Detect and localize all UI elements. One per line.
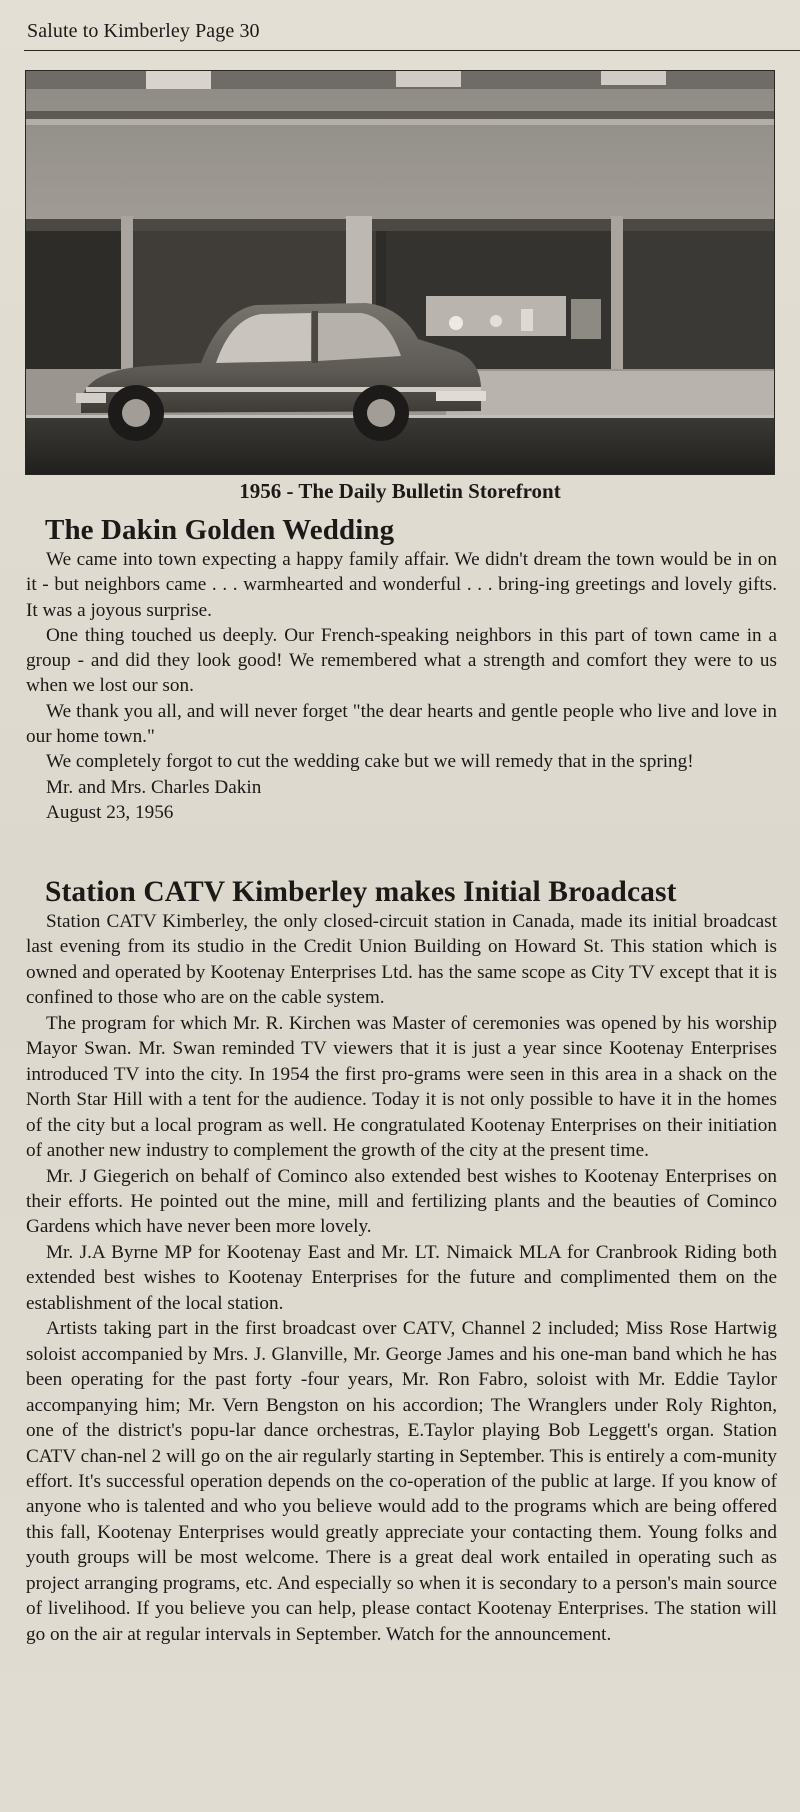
photo-caption: 1956 - The Daily Bulletin Storefront bbox=[239, 479, 561, 503]
article-headline: Station CATV Kimberley makes Initial Broadcast bbox=[45, 876, 677, 908]
article-paragraph: We thank you all, and will never forget "the dear hearts and gentle people who live and love in our home town." bbox=[26, 700, 777, 748]
article-dakin-golden-wedding bbox=[26, 513, 777, 825]
article-paragraph: Mr. J.A Byrne MP for Kootenay East and Mr. LT. Nimaick MLA for Cranbrook Riding both extended best wishes to Kootenay Enterprises for the future and complimented them on the establishment of the local station. bbox=[26, 1241, 777, 1314]
signature-name: Mr. and Mrs. Charles Dakin bbox=[46, 776, 262, 798]
article-paragraph: The program for which Mr. R. Kirchen was Master of ceremonies was opened by his worship Mayor Swan. Mr. Swan reminded TV viewers that it is just a year since Kootenay Enterprises introduced TV into the city. In 1954 the first pro-grams were seen in this area in a shack on the North Star Hill with a tent for the audience. Today it is not only possible to have it in the homes of the city but a local program as well. He congratulated Kootenay Enterprises on their initiation of another new industry to complement the growth of the city at the present time. bbox=[26, 1012, 777, 1162]
article-catv-broadcast bbox=[26, 875, 777, 1647]
article-paragraph: One thing touched us deeply. Our French-speaking neighbors in this part of town came in a group - and did they look good! We remembered what a strength and comfort they were to us when we lost our son. bbox=[26, 624, 777, 697]
header-rule bbox=[24, 50, 800, 51]
page-header: Salute to Kimberley Page 30 bbox=[27, 20, 260, 42]
article-paragraph: Station CATV Kimberley, the only closed-circuit station in Canada, made its initial broadcast last evening from its studio in the Credit Union Building on Howard St. This station which is owned and operated by Kootenay Enterprises Ltd. has the same scope as City TV except that it is confined to those who are on the cable system. bbox=[26, 911, 777, 1009]
article-paragraph: We came into town expecting a happy family affair. We didn't dream the town would be in on it - but neighbors came . . . warmhearted and wonderful . . . bring-ing greetings and lovely gifts. It was a joyous surprise. bbox=[26, 549, 777, 621]
article-headline: The Dakin Golden Wedding bbox=[45, 514, 395, 546]
article-paragraph: Artists taking part in the first broadcast over CATV, Channel 2 included; Miss Rose Hartwig soloist accompanied by Mrs. J. Glanville, Mr. George James and his one-man band which he has been operating for the past forty -four years, Mr. Ron Fabro, soloist with Mr. Eddie Taylor accompanying him; Mr. Vern Bengston on his accordion; The Wranglers under Roly Righton, one of the district's popu-lar dance orchestras, E.Taylor playing Bob Leggett's organ. Station CATV chan-nel 2 will go on the air regularly starting in September. This is entirely a com-munity effort. It's successful operation depends on the co-operation of the public at large. If you know of anyone who is talented and who you believe would add to the programs which are being offered this fall, Kootenay Enterprises would greatly appreciate your contacting them. Young folks and youth groups will be most welcome. There is a great deal work entailed in operating such as project arranging programs, etc. And especially so when it is secondary to a person's main source of livelihood. If you believe you can help, please contact Kootenay Enterprises. The station will go on the air at regular intervals in September. Watch for the announcement. bbox=[26, 1318, 777, 1645]
article-paragraph: Mr. J Giegerich on behalf of Cominco also extended best wishes to Kootenay Enterprises on their efforts. He pointed out the mine, mill and fertilizing plants and the beauties of Cominco Gardens which have never been more lovely. bbox=[26, 1165, 777, 1238]
signature-date: August 23, 1956 bbox=[46, 801, 174, 823]
article-paragraph: We completely forgot to cut the wedding cake but we will remedy that in the spring! bbox=[46, 751, 694, 773]
storefront-photo bbox=[25, 70, 775, 475]
